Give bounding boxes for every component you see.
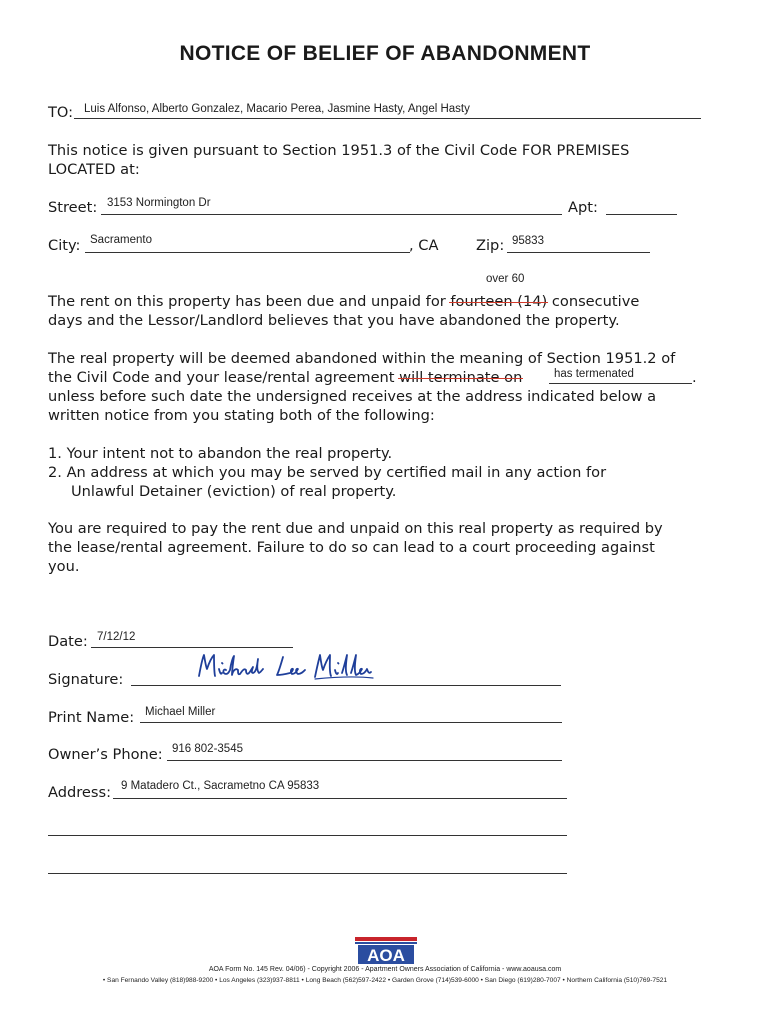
required-line-2: the lease/rental agreement. Failure to do so can lead to a court proceeding against <box>48 539 655 556</box>
list-item-1: 1. Your intent not to abandon the real property. <box>48 445 393 462</box>
terminate-date-field[interactable]: has termenated <box>554 368 634 380</box>
city-underline <box>85 252 410 253</box>
state-label: , CA <box>409 237 439 254</box>
required-line-1: You are required to pay the rent due and unpaid on this real property as required by <box>48 520 663 537</box>
real-property-line-2 <box>48 368 522 388</box>
zip-underline <box>507 252 650 253</box>
address-underline <box>113 798 567 799</box>
city-field[interactable]: Sacramento <box>90 234 153 246</box>
rent-line-1 <box>48 292 639 312</box>
real-property-line-2-text: the Civil Code and your lease/rental agreement <box>48 369 400 386</box>
apt-label: Apt: <box>568 199 598 216</box>
address-line-3[interactable] <box>48 873 567 874</box>
owners-phone-underline <box>167 760 562 761</box>
apt-field[interactable] <box>606 214 677 215</box>
terminate-date-underline <box>549 383 692 384</box>
rent-line-1-end: consecutive <box>547 293 640 310</box>
list-item-2-continued: Unlawful Detainer (eviction) of real property. <box>71 483 397 500</box>
signature-label: Signature: <box>48 671 124 688</box>
rent-line-1-text: The rent on this property has been due and unpaid for <box>48 293 451 310</box>
page-title: NOTICE OF BELIEF OF ABANDONMENT <box>179 42 591 65</box>
aoa-logo-text: AOA <box>367 946 405 965</box>
city-label: City: <box>48 237 81 254</box>
rent-line-2: days and the Lessor/Landlord believes that you have abandoned the property. <box>48 312 620 329</box>
footer-offices: • San Fernando Valley (818)988-9200 • Los Angeles (323)937-8811 • Long Beach (562)597-2422 • Garden Grove (714)539-6000 • San Diego (619)280-7007 • Northern California (510)769-7521 <box>102 977 668 984</box>
owners-phone-field[interactable]: 916 802-3545 <box>172 743 243 755</box>
street-label: Street: <box>48 199 98 216</box>
footer-form-info: AOA Form No. 145 Rev. 04/06) - Copyright 2006 - Apartment Owners Association of California - www.aoausa.com <box>208 966 562 973</box>
real-property-line-2-end: . <box>692 369 697 386</box>
print-name-underline <box>140 722 562 723</box>
list-item-2: 2. An address at which you may be served by certified mail in any action for <box>48 464 607 481</box>
zip-label: Zip: <box>476 237 505 254</box>
real-property-line-1: The real property will be deemed abandoned within the meaning of Section 1951.2 of <box>48 350 676 367</box>
date-label: Date: <box>48 633 88 650</box>
owners-phone-label: Owner’s Phone: <box>48 746 163 763</box>
address-line-2[interactable] <box>48 835 567 836</box>
date-field[interactable]: 7/12/12 <box>97 631 136 643</box>
date-underline <box>91 647 293 648</box>
handwritten-signature[interactable] <box>195 651 375 687</box>
real-property-line-4: written notice from you stating both of the following: <box>48 407 435 424</box>
street-underline <box>101 214 562 215</box>
print-name-label: Print Name: <box>48 709 135 726</box>
real-property-line-3: unless before such date the undersigned receives at the address indicated below a <box>48 388 657 405</box>
to-label: TO: <box>48 104 74 121</box>
required-line-3: you. <box>48 558 80 575</box>
to-underline <box>74 118 701 119</box>
print-name-field[interactable]: Michael Miller <box>145 706 216 718</box>
aoa-logo <box>355 937 417 965</box>
intro-line-2: LOCATED at: <box>48 161 140 178</box>
to-field[interactable]: Luis Alfonso, Alberto Gonzalez, Macario Perea, Jasmine Hasty, Angel Hasty <box>84 103 470 115</box>
zip-field[interactable]: 95833 <box>512 235 544 247</box>
struck-text-fourteen: fourteen (14) <box>450 293 548 310</box>
address-label: Address: <box>48 784 112 801</box>
struck-text-terminate: will terminate on <box>399 369 523 386</box>
intro-line-1: This notice is given pursuant to Section 1951.3 of the Civil Code FOR PREMISES <box>48 142 630 159</box>
handwritten-insert-over-60: over 60 <box>486 273 525 285</box>
street-field[interactable]: 3153 Normington Dr <box>107 197 211 209</box>
address-field[interactable]: 9 Matadero Ct., Sacrametno CA 95833 <box>121 780 320 792</box>
